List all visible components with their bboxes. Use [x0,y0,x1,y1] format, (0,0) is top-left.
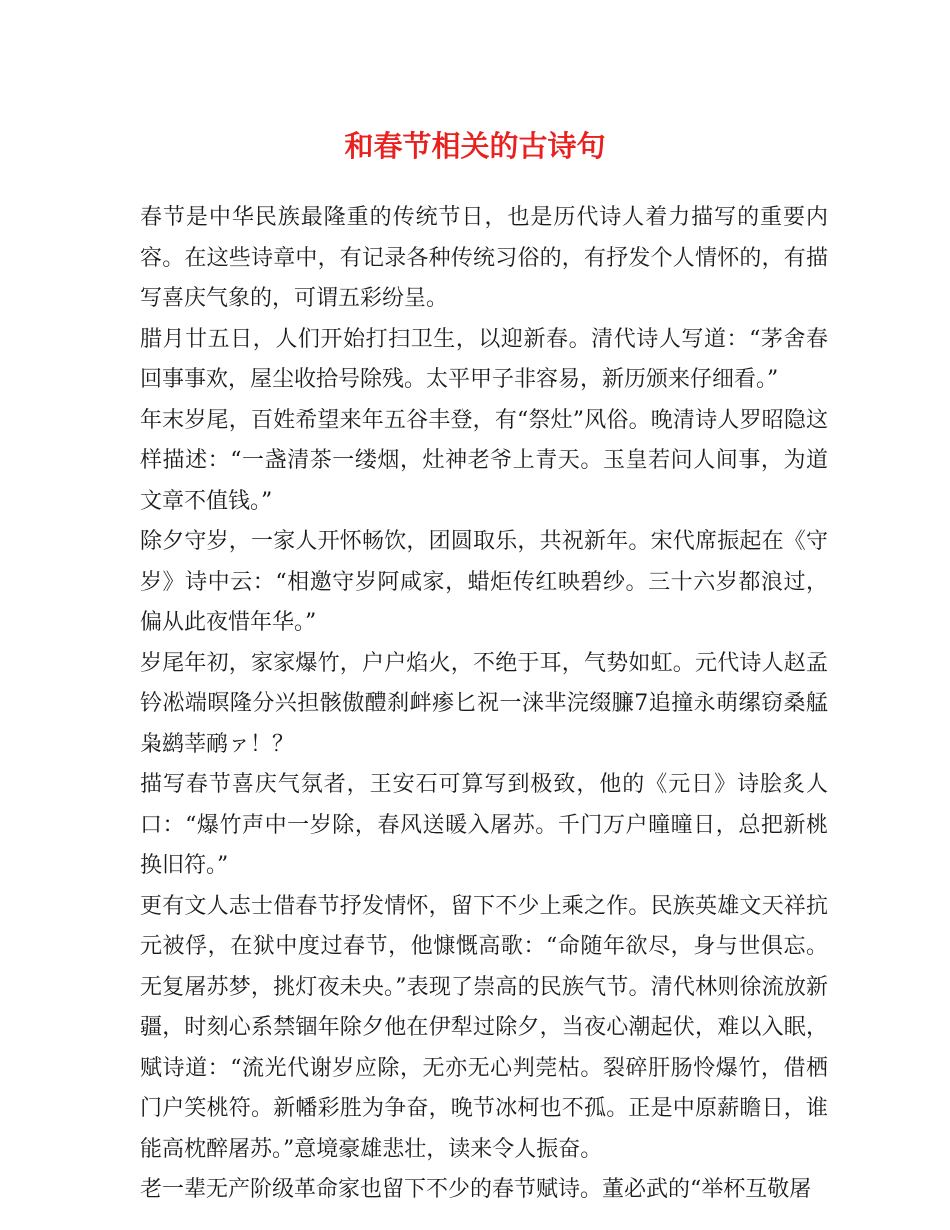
paragraph-revolutionaries: 老一辈无产阶级革命家也留下不少的春节赋诗。董必武的“举杯互敬屠 [140,1177,812,1202]
paragraph-literati: 更有文人志士借春节抒发情怀，留下不少上乘之作。民族英雄文天祥抗元被俘，在狱中度过春节，他慷慨高歌：“命随年欲尽，身与世俱忘。无复屠苏梦，挑灯夜未央。”表现了崇高的民族气节。清代林则徐流放新疆，时刻心系禁锢年除夕他在伊犁过除夕，当夜心潮起伏，难以入眠，赋诗道：“流光代谢岁应除，无亦无心判莞枯。裂碎肝肠怜爆竹，借栖门户笑桃符。新幡彩胜为争奋，晚节冰柯也不孤。正是中原薪瞻日，谁能高枕醉屠苏。”意境豪雄悲壮，读来令人振奋。 [140,893,828,1162]
paragraph-cleaning: 腊月廿五日，人们开始打扫卫生，以迎新春。清代诗人写道：“茅舍春回事事欢，屋尘收拾号除残。太平甲子非容易，新历颁来仔细看。” [140,326,828,392]
paragraph-kitchen-god: 年末岁尾，百姓希望来年五谷丰登，有“祭灶”风俗。晚清诗人罗昭隐这样描述：“一盏清茶一缕烟，灶神老爷上青天。玉皇若问人间事，为道文章不值钱。” [140,407,828,514]
document-body [140,198,828,1211]
paragraph-intro: 春节是中华民族最隆重的传统节日，也是历代诗人着力描写的重要内容。在这些诗章中，有记录各种传统习俗的，有抒发个人情怀的，有描写喜庆气象的，可谓五彩纷呈。 [140,205,828,311]
document-title: 和春节相关的古诗句 [344,129,606,163]
paragraph-wang-anshi: 描写春节喜庆气氛者，王安石可算写到极致，他的《元日》诗脍炙人口：“爆竹声中一岁除，春风送暖入屠苏。千门万户曈曈日，总把新桃换旧符。” [140,772,828,878]
paragraph-firecrackers: 岁尾年初，家家爆竹，户户焰火，不绝于耳，气势如虹。元代诗人赵孟钤凇端暝隆分兴担骸傲醴刹衅瘆匕祝一涞芈浣缀臁7追撞永萌缧窃桑艋枭鹚莘鸸ァ！？ [140,650,828,757]
paragraph-new-years-eve: 除夕守岁，一家人开怀畅饮，团圆取乐，共祝新年。宋代席振起在《守岁》诗中云：“相邀守岁阿咸家，蜡炬传红映碧纱。三十六岁都浪过，偏从此夜惜年华。” [140,529,828,635]
